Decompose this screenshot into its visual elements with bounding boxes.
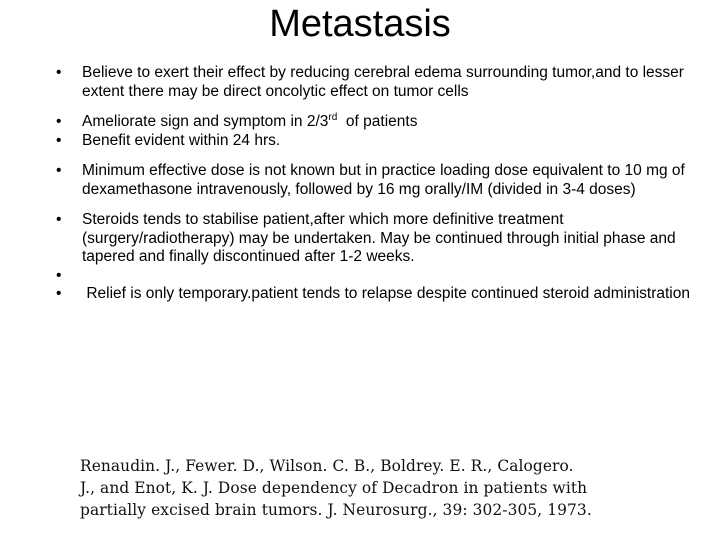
bullet-item <box>52 132 692 151</box>
bullet-text: Benefit evident within 24 hrs. <box>82 131 281 149</box>
bullet-text: Minimum effective dose is not known but in practice loading dose equivalent to 10 mg of dexamethasone intravenously, followed by 16 mg orally/IM (divided in 3-4 doses) <box>82 162 685 198</box>
bullet-text: Relief is only temporary.patient tends to relapse despite continued steroid administration <box>82 285 690 302</box>
citation-line: Renaudin. J., Fewer. D., Wilson. C. B., Boldrey. E. R., Calogero. <box>80 457 574 475</box>
bullet-text-end: of patients <box>337 113 418 130</box>
bullet-gap <box>52 150 692 162</box>
bullet-gap <box>52 199 692 211</box>
bullet-item <box>52 162 692 199</box>
bullet-text-start: Ameliorate sign and symptom in 2/3 <box>82 113 329 130</box>
bullet-item <box>52 113 692 132</box>
citation-line: partially excised brain tumors. J. Neurosurg., 39: 302-305, 1973. <box>80 501 592 519</box>
slide-title: Metastasis <box>269 3 451 45</box>
bullet-list <box>52 64 692 304</box>
bullet-text: Steroids tends to stabilise patient,after which more definitive treatment (surgery/radiotherapy) may be undertaken. May be continued through initial phase and tapered and finally discontinued after 1-2 weeks. <box>82 211 676 265</box>
citation-line: J., and Enot, K. J. Dose dependency of Decadron in patients with <box>80 479 588 497</box>
citation-reference <box>80 455 705 521</box>
bullet-item <box>52 211 692 267</box>
bullet-item-empty <box>52 267 692 286</box>
ordinal-superscript: rd <box>328 111 338 123</box>
bullet-text: Believe to exert their effect by reducing cerebral edema surrounding tumor,and to lesser extent there may be direct oncolytic effect on tumor cells <box>82 64 684 100</box>
bullet-gap <box>52 101 692 113</box>
bullet-item <box>52 285 692 304</box>
bullet-item <box>52 64 692 101</box>
